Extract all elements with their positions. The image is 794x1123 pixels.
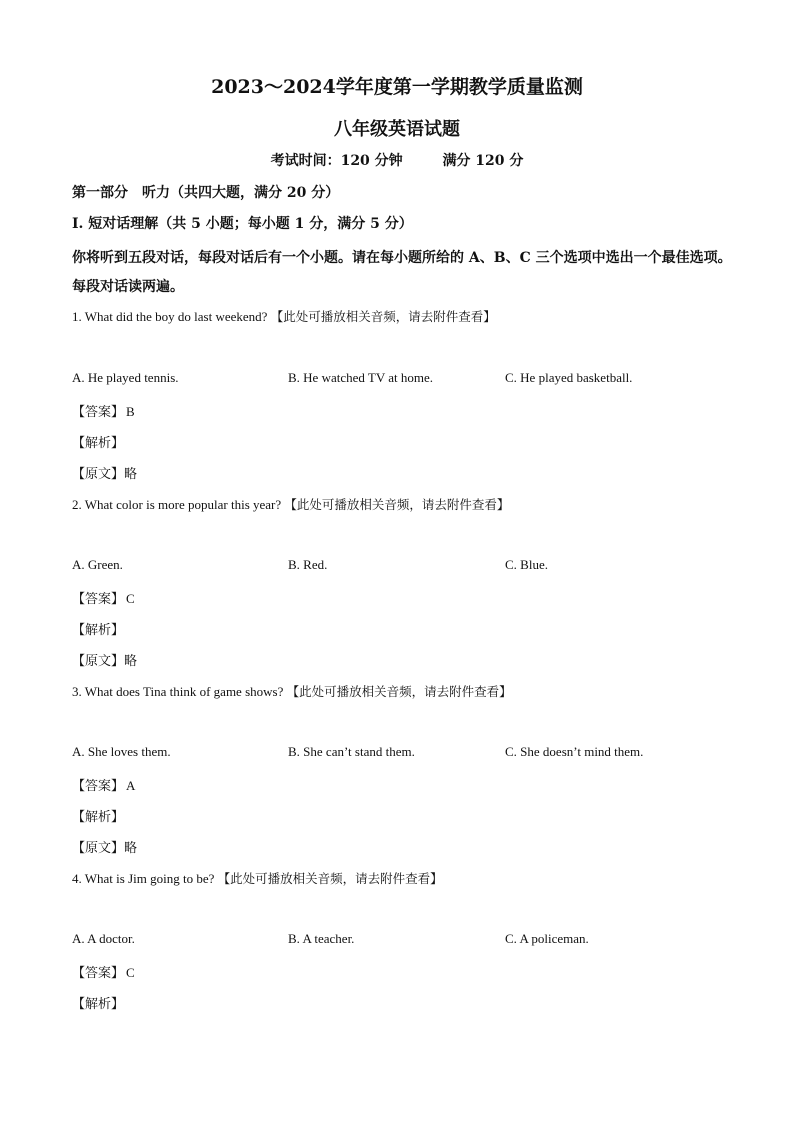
original-row	[72, 837, 137, 856]
answer-row	[72, 775, 135, 794]
answer-label: 【答案】	[72, 779, 125, 794]
option-c: C. He played basketball.	[505, 370, 633, 385]
analysis-label: 【解析】	[72, 436, 125, 451]
answer-row	[72, 962, 135, 981]
option-c: C. A policeman.	[505, 931, 589, 946]
audio-note[interactable]: 【此处可播放相关音频，请去附件查看】	[270, 309, 496, 324]
question-stem: 3. What does Tina think of game shows?	[72, 684, 284, 699]
answer-value: B	[126, 404, 135, 419]
option-b: B. He watched TV at home.	[288, 370, 434, 385]
answer-value: A	[126, 778, 136, 793]
question-stem: 2. What color is more popular this year?	[72, 497, 282, 512]
exam-subtitle: 八年级英语试题	[334, 119, 460, 140]
question-4	[72, 869, 443, 887]
section-heading: I. 短对话理解（共 5 小题；每小题 1 分，满分 5 分）	[72, 216, 413, 232]
option-c: C. Blue.	[505, 557, 548, 572]
original-row	[72, 650, 137, 669]
answer-label: 【答案】	[72, 592, 125, 607]
question-stem: 4. What is Jim going to be?	[72, 871, 215, 886]
section-instruction: 你将听到五段对话，每段对话后有一个小题。请在每小题所给的 A、B、C 三个选项中选出一个最佳选项。每段对话读两遍。	[72, 250, 732, 295]
option-c: C. She doesn’t mind them.	[505, 744, 644, 759]
original-label: 【原文】	[72, 467, 125, 482]
section-part: 第一部分 听力（共四大题，满分 20 分）	[72, 185, 340, 201]
question-stem: 1. What did the boy do last weekend?	[72, 309, 268, 324]
answer-label: 【答案】	[72, 966, 125, 981]
full-score: 满分 120 分	[442, 153, 524, 169]
answer-row	[72, 588, 135, 607]
original-value: 略	[124, 467, 138, 482]
question-3	[72, 682, 512, 700]
analysis-label: 【解析】	[72, 997, 125, 1012]
original-label: 【原文】	[72, 841, 125, 856]
answer-value: C	[126, 591, 135, 606]
option-a: A. Green.	[72, 557, 123, 572]
analysis-label: 【解析】	[72, 623, 125, 638]
option-a: A. A doctor.	[72, 931, 135, 946]
audio-note[interactable]: 【此处可播放相关音频，请去附件查看】	[286, 684, 512, 699]
exam-title: 2023～2024学年度第一学期教学质量监测	[211, 76, 583, 98]
original-value: 略	[124, 654, 138, 669]
answer-row	[72, 401, 135, 420]
audio-note[interactable]: 【此处可播放相关音频，请去附件查看】	[217, 871, 443, 886]
exam-meta	[0, 150, 794, 170]
original-value: 略	[124, 841, 138, 856]
option-a: A. She loves them.	[72, 744, 171, 759]
original-label: 【原文】	[72, 654, 125, 669]
answer-label: 【答案】	[72, 405, 125, 420]
option-b: B. She can’t stand them.	[288, 744, 415, 759]
option-b: B. Red.	[288, 557, 328, 572]
option-a: A. He played tennis.	[72, 370, 179, 385]
original-row	[72, 463, 137, 482]
audio-note[interactable]: 【此处可播放相关音频，请去附件查看】	[284, 497, 510, 512]
answer-value: C	[126, 965, 135, 980]
question-2	[72, 495, 509, 513]
question-1	[72, 307, 496, 325]
analysis-label: 【解析】	[72, 810, 125, 825]
option-b: B. A teacher.	[288, 931, 355, 946]
exam-time: 考试时间：120 分钟	[270, 153, 403, 169]
